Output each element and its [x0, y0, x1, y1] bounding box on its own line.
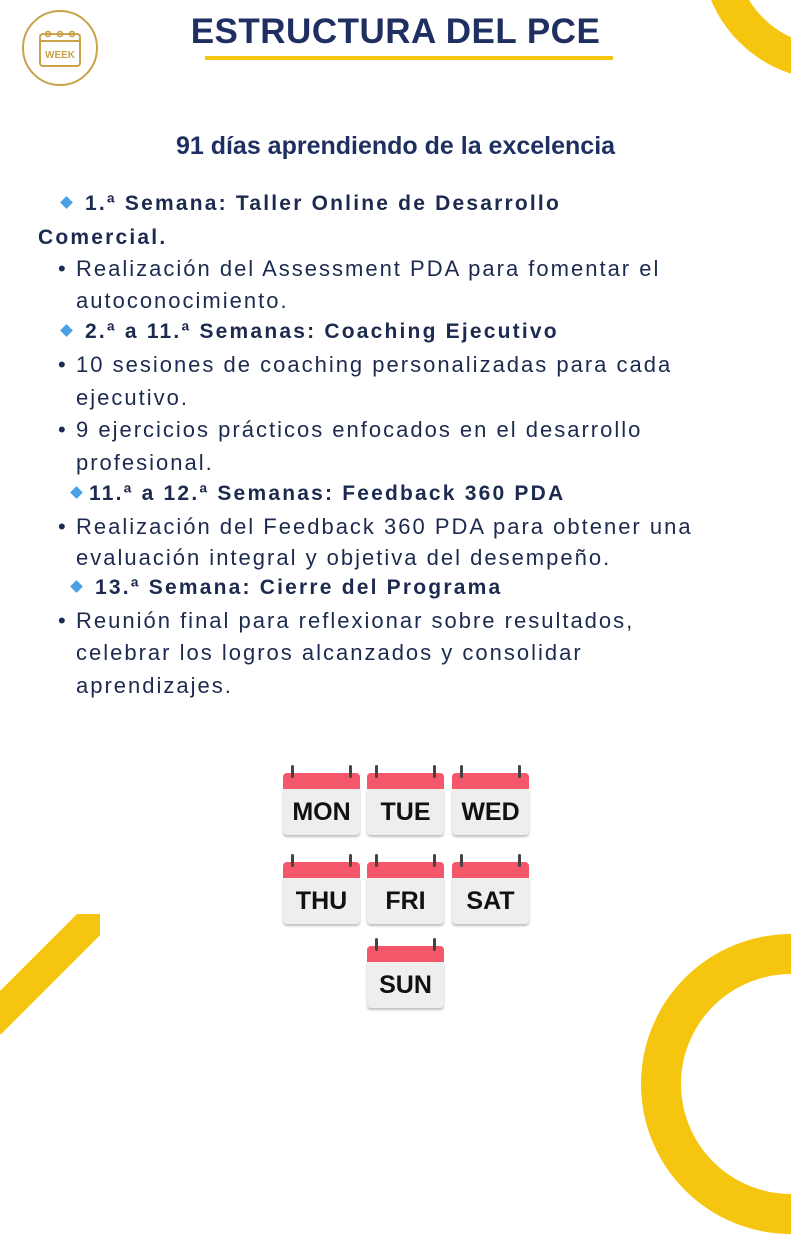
list-item-continuation: profesional. [76, 450, 214, 475]
list-item-continuation: autoconocimiento. [76, 288, 289, 313]
list-item: • Realización del Feedback 360 PDA para obtener una [58, 514, 693, 539]
calendar-day-wed: WED [452, 765, 529, 837]
calendar-day-sat: SAT [452, 854, 529, 926]
section-heading-continuation: Comercial. [38, 226, 168, 249]
calendar-day-thu: THU [283, 854, 360, 926]
calendar-day-tue: TUE [367, 765, 444, 837]
list-item-continuation: aprendizajes. [76, 673, 233, 698]
diamond-bullet-icon [60, 324, 73, 337]
calendar-day-mon: MON [283, 765, 360, 837]
list-item-continuation: evaluación integral y objetiva del desempeño. [76, 545, 612, 570]
calendar-day-fri: FRI [367, 854, 444, 926]
calendar-day-sun: SUN [367, 938, 444, 1010]
section-heading: 11.ª a 12.ª Semanas: Feedback 360 PDA [72, 482, 565, 506]
section-heading: 13.ª Semana: Cierre del Programa [72, 576, 502, 600]
list-item-continuation: celebrar los logros alcanzados y consolidar [76, 640, 583, 665]
page-title: ESTRUCTURA DEL PCE [190, 12, 601, 51]
diamond-bullet-icon [60, 196, 73, 209]
list-item: • Realización del Assessment PDA para fomentar el [58, 256, 661, 281]
badge-label: WEEK [45, 50, 75, 61]
list-item-continuation: ejecutivo. [76, 385, 189, 410]
corner-decoration-bottom-left [0, 914, 100, 1034]
list-item: • 10 sesiones de coaching personalizadas para cada [58, 352, 673, 377]
list-item: • 9 ejercicios prácticos enfocados en el desarrollo [58, 417, 643, 442]
section-heading: 2.ª a 11.ª Semanas: Coaching Ejecutivo [62, 320, 559, 344]
diamond-bullet-icon [70, 580, 83, 593]
corner-decoration-bottom-right [641, 934, 791, 1234]
title-underline [205, 56, 613, 60]
list-item: • Reunión final para reflexionar sobre resultados, [58, 608, 635, 633]
subtitle: 91 días aprendiendo de la excelencia [175, 132, 616, 160]
diamond-bullet-icon [70, 486, 83, 499]
section-heading: 1.ª Semana: Taller Online de Desarrollo [62, 192, 561, 216]
